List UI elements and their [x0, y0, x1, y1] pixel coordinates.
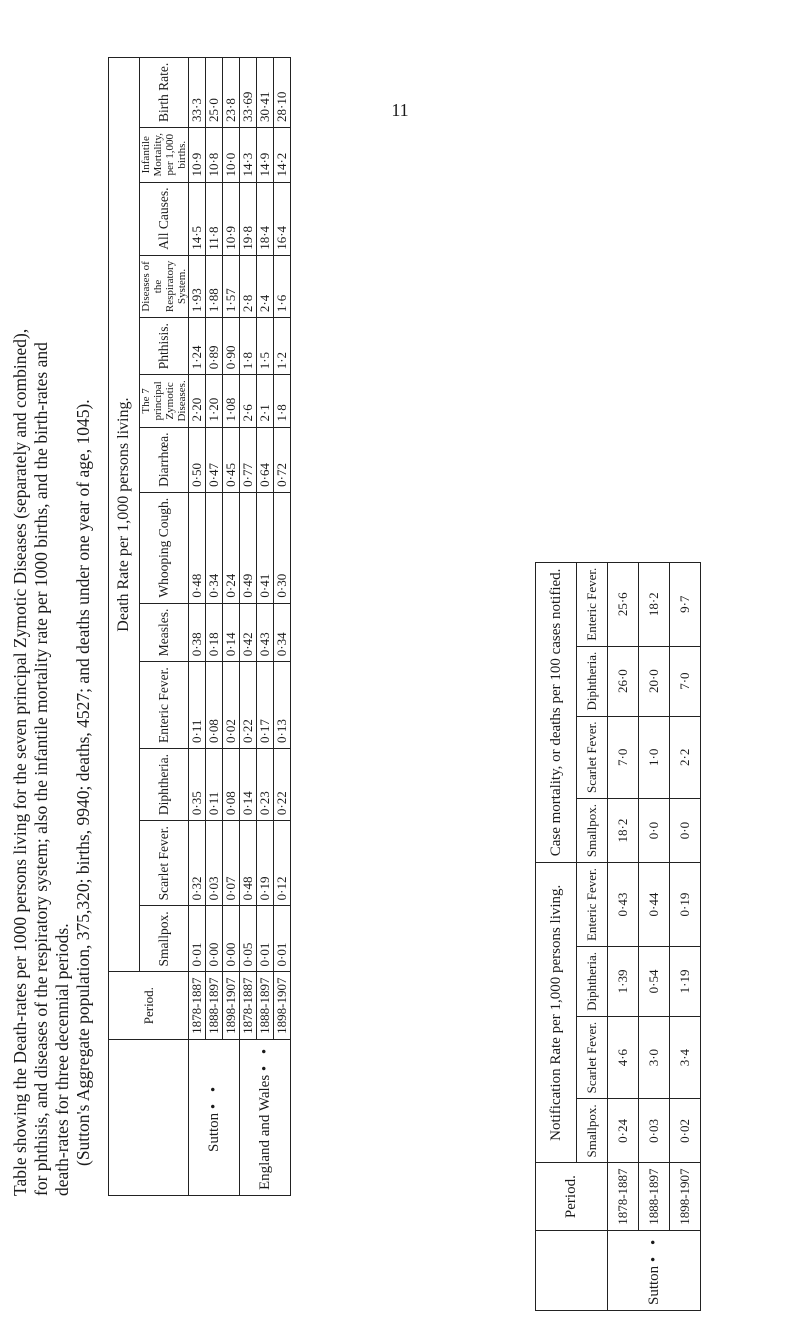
column-header-scarlet-fever: Scarlet Fever. — [577, 1016, 608, 1098]
table-row — [639, 562, 670, 1310]
value-cell: 0·01 — [257, 906, 274, 972]
value-cell: 0·45 — [223, 427, 240, 492]
value-cell: 0·64 — [257, 427, 274, 492]
value-cell: 0·02 — [223, 662, 240, 749]
value-cell: 7·0 — [608, 716, 639, 798]
value-cell: 3·4 — [670, 1016, 701, 1098]
group-header-notification-rate: Notification Rate per 1,000 persons living. — [536, 863, 577, 1163]
column-header-enteric-fever: Enteric Fever. — [577, 863, 608, 947]
district-cell — [240, 1039, 291, 1195]
notification-table — [535, 562, 701, 1311]
value-cell: 0·17 — [257, 662, 274, 749]
value-cell: 0·34 — [274, 603, 291, 662]
caption-line-4: (Sutton's Aggregate population, 375,320; births, 9940; deaths, 4527; and deaths under one year of age, 1045). — [73, 399, 93, 1166]
column-header-whooping-cough: Whooping Cough. — [140, 492, 189, 603]
column-header-smallpox: Smallpox. — [577, 1099, 608, 1163]
value-cell: 1·5 — [257, 318, 274, 375]
value-cell: 3·0 — [639, 1016, 670, 1098]
value-cell: 9·7 — [670, 562, 701, 646]
value-cell: 0·22 — [240, 662, 257, 749]
value-cell: 0·30 — [274, 492, 291, 603]
value-cell: 0·19 — [670, 863, 701, 947]
period-cell: 1888-1897 — [257, 972, 274, 1039]
period-cell: 1888-1897 — [206, 972, 223, 1039]
death-rate-table — [108, 57, 291, 1196]
value-cell: 1·0 — [639, 716, 670, 798]
value-cell: 0·77 — [240, 427, 257, 492]
period-cell: 1898-1907 — [274, 972, 291, 1039]
value-cell: 0·19 — [257, 821, 274, 906]
district-name: Sutton — [205, 1112, 222, 1153]
value-cell: 0·41 — [257, 492, 274, 603]
value-cell: 0·14 — [223, 603, 240, 662]
value-cell: 2·8 — [240, 255, 257, 317]
district-name: England and Wales — [256, 1074, 273, 1190]
column-header-birth-rate: Birth Rate. — [140, 57, 189, 127]
leader-dots: • • — [205, 1082, 222, 1110]
period-cell: 1878-1887 — [240, 972, 257, 1039]
value-cell: 0·42 — [240, 603, 257, 662]
value-cell: 1·24 — [189, 318, 206, 375]
value-cell: 0·01 — [274, 906, 291, 972]
column-header-period: Period. — [536, 1163, 608, 1230]
value-cell: 0·12 — [274, 821, 291, 906]
column-header-smallpox: Smallpox. — [577, 799, 608, 863]
table-row — [608, 562, 639, 1310]
value-cell: 14·3 — [240, 127, 257, 182]
value-cell: 30·41 — [257, 57, 274, 127]
death-rate-table-body — [189, 57, 291, 1195]
value-cell: 0·05 — [240, 906, 257, 972]
column-header-zymotic: The 7 principal Zymotic Diseases. — [140, 375, 189, 427]
value-cell: 1·93 — [189, 255, 206, 317]
value-cell: 0·08 — [206, 662, 223, 749]
value-cell: 4·6 — [608, 1016, 639, 1098]
value-cell: 2·4 — [257, 255, 274, 317]
table-caption — [10, 106, 94, 1196]
district-cell — [189, 1039, 240, 1195]
value-cell: 1·57 — [223, 255, 240, 317]
value-cell: 0·34 — [206, 492, 223, 603]
table-row — [223, 57, 240, 1195]
value-cell: 1·8 — [274, 375, 291, 427]
value-cell: 0·01 — [189, 906, 206, 972]
district-name: Sutton — [645, 1265, 662, 1305]
value-cell: 0·00 — [206, 906, 223, 972]
caption-line-3: death-rates for three decennial periods. — [52, 923, 72, 1196]
period-cell: 1898-1907 — [670, 1163, 701, 1230]
value-cell: 1·8 — [240, 318, 257, 375]
column-header-respiratory: Diseases of the Respiratory System. — [140, 255, 189, 317]
table-row — [670, 562, 701, 1310]
value-cell: 0·03 — [639, 1099, 670, 1163]
value-cell: 7·0 — [670, 646, 701, 716]
value-cell: 0·72 — [274, 427, 291, 492]
value-cell: 0·23 — [257, 749, 274, 821]
column-header-scarlet-fever: Scarlet Fever. — [140, 821, 189, 906]
value-cell: 0·90 — [223, 318, 240, 375]
value-cell: 33·69 — [240, 57, 257, 127]
table-row — [240, 57, 257, 1195]
value-cell: 23·8 — [223, 57, 240, 127]
value-cell: 14·2 — [274, 127, 291, 182]
column-header-all-causes: All Causes. — [140, 182, 189, 255]
value-cell: 14·9 — [257, 127, 274, 182]
group-header-death-rate: Death Rate per 1,000 persons living. — [109, 57, 140, 972]
value-cell: 0·50 — [189, 427, 206, 492]
period-cell: 1888-1897 — [639, 1163, 670, 1230]
value-cell: 10·8 — [206, 127, 223, 182]
group-header-row — [536, 562, 577, 1310]
value-cell: 0·11 — [206, 749, 223, 821]
value-cell: 25·0 — [206, 57, 223, 127]
value-cell: 10·9 — [189, 127, 206, 182]
value-cell: 0·24 — [223, 492, 240, 603]
value-cell: 1·19 — [670, 947, 701, 1017]
value-cell: 28·10 — [274, 57, 291, 127]
value-cell: 1·2 — [274, 318, 291, 375]
column-header-enteric-fever: Enteric Fever. — [577, 562, 608, 646]
value-cell: 26·0 — [608, 646, 639, 716]
value-cell: 1·88 — [206, 255, 223, 317]
district-cell — [608, 1230, 701, 1310]
value-cell: 0·44 — [639, 863, 670, 947]
value-cell: 0·48 — [189, 492, 206, 603]
value-cell: 10·0 — [223, 127, 240, 182]
leader-dots: • • — [256, 1044, 273, 1072]
value-cell: 1·6 — [274, 255, 291, 317]
period-cell: 1878-1887 — [608, 1163, 639, 1230]
district-header — [536, 1230, 608, 1310]
column-header-diphtheria: Diphtheria. — [577, 947, 608, 1017]
value-cell: 0·14 — [240, 749, 257, 821]
rotated-page-content — [10, 62, 790, 1316]
value-cell: 0·89 — [206, 318, 223, 375]
value-cell: 0·0 — [639, 799, 670, 863]
value-cell: 0·24 — [608, 1099, 639, 1163]
value-cell: 0·54 — [639, 947, 670, 1017]
table-row — [206, 57, 223, 1195]
value-cell: 0·18 — [206, 603, 223, 662]
caption-line-1: Table showing the Death-rates per 1000 persons living for the seven principal Zymotic Diseases (separately and combined), — [10, 328, 30, 1196]
value-cell: 0·38 — [189, 603, 206, 662]
value-cell: 0·02 — [670, 1099, 701, 1163]
value-cell: 18·2 — [608, 799, 639, 863]
value-cell: 25·6 — [608, 562, 639, 646]
value-cell: 0·47 — [206, 427, 223, 492]
column-header-enteric-fever: Enteric Fever. — [140, 662, 189, 749]
table-row — [189, 57, 206, 1195]
column-header-period: Period. — [109, 972, 189, 1039]
district-header — [109, 1039, 189, 1195]
value-cell: 0·03 — [206, 821, 223, 906]
column-header-smallpox: Smallpox. — [140, 906, 189, 972]
value-cell: 0·49 — [240, 492, 257, 603]
column-header-diphtheria: Diphtheria. — [140, 749, 189, 821]
value-cell: 0·32 — [189, 821, 206, 906]
value-cell: 0·22 — [274, 749, 291, 821]
value-cell: 0·11 — [189, 662, 206, 749]
value-cell: 20·0 — [639, 646, 670, 716]
value-cell: 11·8 — [206, 182, 223, 255]
period-cell: 1878-1887 — [189, 972, 206, 1039]
value-cell: 1·08 — [223, 375, 240, 427]
value-cell: 18·2 — [639, 562, 670, 646]
value-cell: 0·43 — [608, 863, 639, 947]
value-cell: 0·08 — [223, 749, 240, 821]
column-header-infantile-mortality: Infantile Mortality, per 1,000 births. — [140, 127, 189, 182]
value-cell: 18·4 — [257, 182, 274, 255]
value-cell: 2·1 — [257, 375, 274, 427]
value-cell: 16·4 — [274, 182, 291, 255]
value-cell: 0·13 — [274, 662, 291, 749]
period-cell: 1898-1907 — [223, 972, 240, 1039]
column-header-phthisis: Phthisis. — [140, 318, 189, 375]
column-header-scarlet-fever: Scarlet Fever. — [577, 716, 608, 798]
value-cell: 10·9 — [223, 182, 240, 255]
value-cell: 0·35 — [189, 749, 206, 821]
group-header-case-mortality: Case mortality, or deaths per 100 cases notified. — [536, 562, 577, 862]
caption-line-2: for phthisis, and diseases of the respiratory system; also the infantile mortality rate per 1000 births, and the birth-rates and — [31, 342, 51, 1196]
value-cell: 2·20 — [189, 375, 206, 427]
value-cell: 0·48 — [240, 821, 257, 906]
value-cell: 2·2 — [670, 716, 701, 798]
table-top-row — [109, 57, 140, 1195]
value-cell: 1·20 — [206, 375, 223, 427]
value-cell: 1·39 — [608, 947, 639, 1017]
column-header-diphtheria: Diphtheria. — [577, 646, 608, 716]
column-header-measles: Measles. — [140, 603, 189, 662]
value-cell: 2·6 — [240, 375, 257, 427]
value-cell: 33·3 — [189, 57, 206, 127]
value-cell: 0·0 — [670, 799, 701, 863]
column-header-diarrhoea: Diarrhœa. — [140, 427, 189, 492]
value-cell: 0·00 — [223, 906, 240, 972]
value-cell: 0·43 — [257, 603, 274, 662]
leader-dots: • • — [645, 1235, 662, 1263]
value-cell: 0·07 — [223, 821, 240, 906]
table-row — [274, 57, 291, 1195]
value-cell: 19·8 — [240, 182, 257, 255]
value-cell: 14·5 — [189, 182, 206, 255]
table-row — [257, 57, 274, 1195]
page-number: 11 — [391, 100, 409, 120]
